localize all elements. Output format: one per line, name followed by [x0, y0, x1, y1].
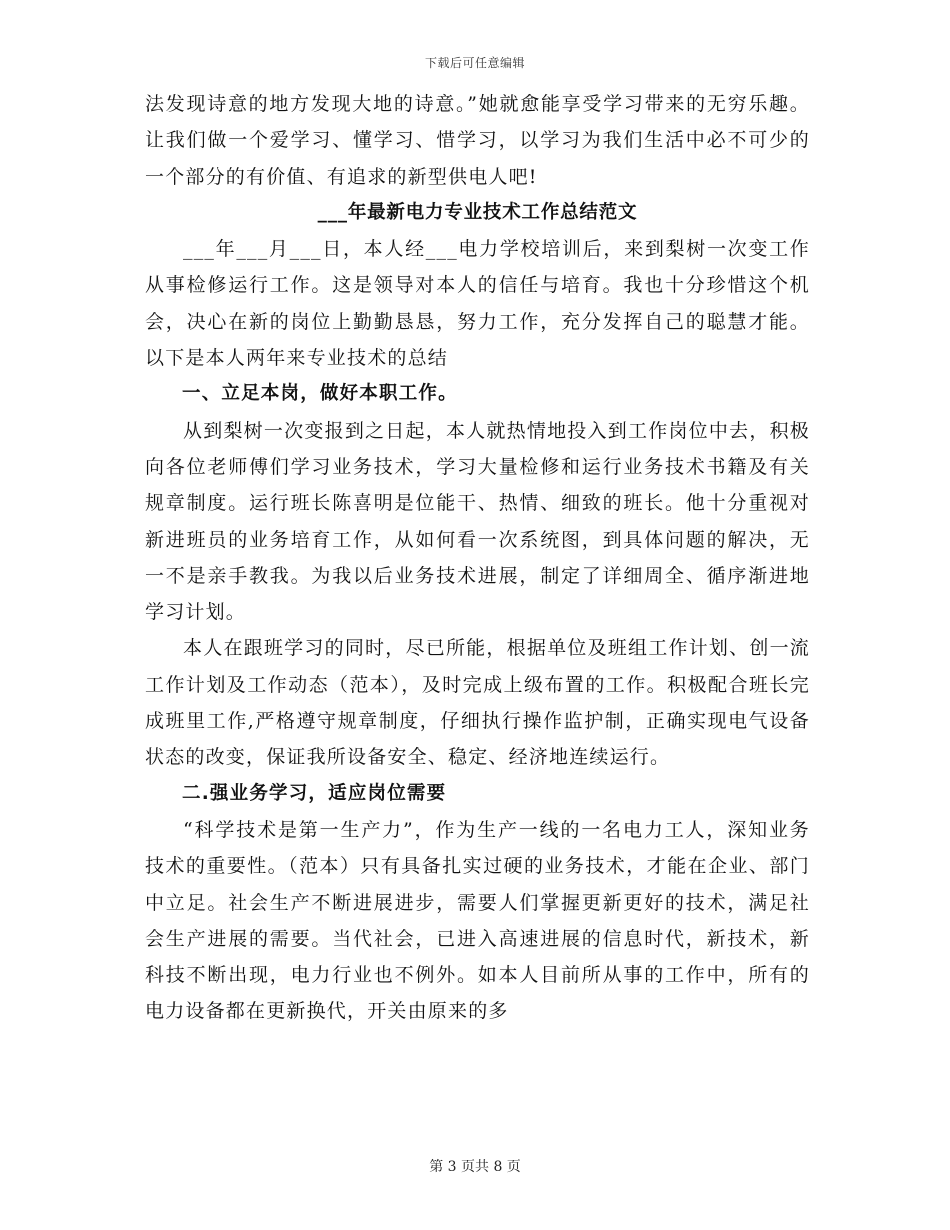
- body-paragraph: “科学技术是第一生产力”，作为生产一线的一名电力工人，深知业务技术的重要性。（范本）只有具备扎实过硬的业务技术，才能在企业、部门中立足。社会生产不断进展进步，需要人们掌握更新更好的技术，满足社会生产进展的需要。当代社会，已进入高速进展的信息时代，新技术，新科技不断出现，电力行业也不例外。如本人目前所从事的工作中，所有的电力设备都在更新换代，开关由原来的多: [145, 818, 810, 1023]
- intro-paragraph: 法发现诗意的地方发现大地的诗意。”她就愈能享受学习带来的无穷乐趣。让我们做一个爱学习、懂学习、惜学习，以学习为我们生活中必不可少的一个部分的有价值、有追求的新型供电人吧!: [145, 93, 810, 188]
- section-heading: 一、立足本岗，做好本职工作。: [182, 383, 458, 405]
- body-paragraph: ___年___月___日，本人经___电力学校培训后，来到梨树一次变工作从事检修运行工作。这是领导对本人的信任与培育。我也十分珍惜这个机会，决心在新的岗位上勤勤恳恳，努力工作，充分发挥自己的聪慧才能。以下是本人两年来专业技术的总结: [145, 238, 810, 370]
- page-header-note: 下载后可任意编辑: [424, 56, 525, 70]
- document-body: [145, 86, 810, 1030]
- body-paragraph: 本人在跟班学习的同时，尽已所能，根据单位及班组工作计划、创一流工作计划及工作动态（范本），及时完成上级布置的工作。积极配合班长完成班里工作,严格遵守规章制度，仔细执行操作监护制，正确实现电气设备状态的改变，保证我所设备安全、稳定、经济地连续运行。: [145, 637, 810, 769]
- document-title: ___年最新电力专业技术工作总结范文: [317, 201, 638, 223]
- section-heading: 二.强业务学习，适应岗位需要: [182, 782, 447, 804]
- page-number: 第 3 页共 8 页: [429, 1159, 521, 1175]
- body-paragraph: 从到梨树一次变报到之日起，本人就热情地投入到工作岗位中去，积极向各位老师傅们学习业务技术，学习大量检修和运行业务技术书籍及有关规章制度。运行班长陈喜明是位能干、热情、细致的班长。他十分重视对新进班员的业务培育工作，从如何看一次系统图，到具体问题的解决，无一不是亲手教我。为我以后业务技术进展，制定了详细周全、循序渐进地学习计划。: [145, 419, 810, 624]
